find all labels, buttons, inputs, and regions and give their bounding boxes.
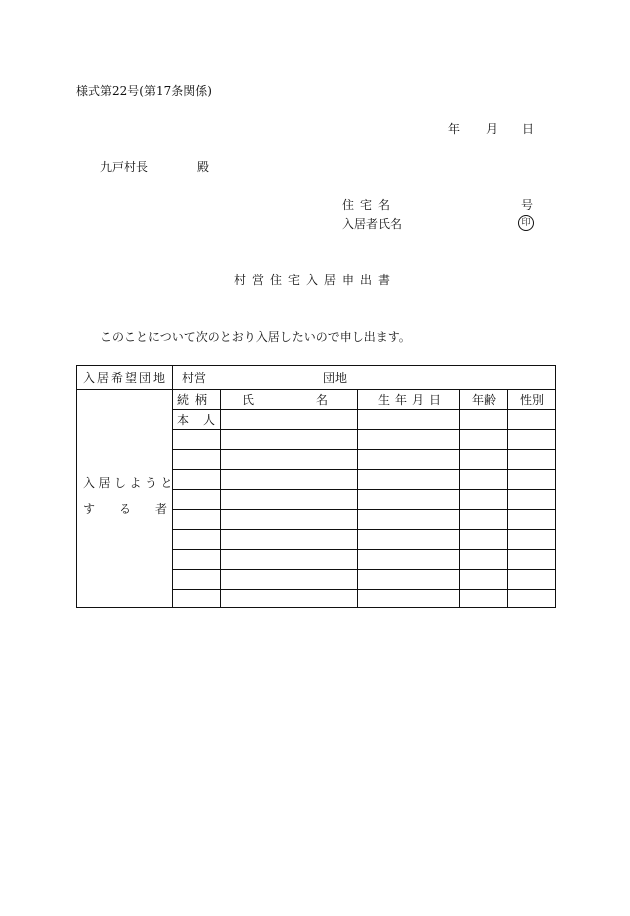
form-number: 様式第22号(第17条関係) — [76, 84, 212, 98]
column-header-relation: 続柄 — [177, 393, 214, 407]
document-title: 村営住宅入居申出書 — [233, 273, 396, 287]
complex-suffix: 団地 — [323, 371, 348, 385]
date-month-label: 月 — [486, 122, 499, 136]
occupants-label-line1: 入居しようと — [83, 476, 177, 490]
housing-name-label: 住宅名 — [342, 198, 397, 212]
column-header-name: 氏名 — [242, 393, 391, 407]
column-header-age: 年齢 — [472, 393, 497, 407]
desired-complex-label: 入居希望団地 — [83, 371, 168, 385]
date-year-label: 年 — [448, 122, 461, 136]
date-day-label: 日 — [522, 122, 535, 136]
seal-icon: 印 — [518, 215, 534, 231]
column-header-birthdate: 生年月日 — [378, 393, 447, 407]
column-header-gender: 性別 — [520, 393, 545, 407]
applicant-name-label: 入居者氏名 — [342, 217, 403, 231]
occupants-label-line2: する者 — [83, 502, 192, 516]
recipient-name: 九戸村長 — [100, 160, 149, 174]
application-table — [76, 365, 556, 608]
village-prefix: 村営 — [182, 371, 207, 385]
recipient-honorific: 殿 — [197, 160, 210, 174]
housing-number-suffix: 号 — [521, 198, 534, 212]
relation-self: 本人 — [177, 413, 230, 427]
intro-text: このことについて次のとおり入居したいので申し出ます。 — [100, 330, 411, 344]
